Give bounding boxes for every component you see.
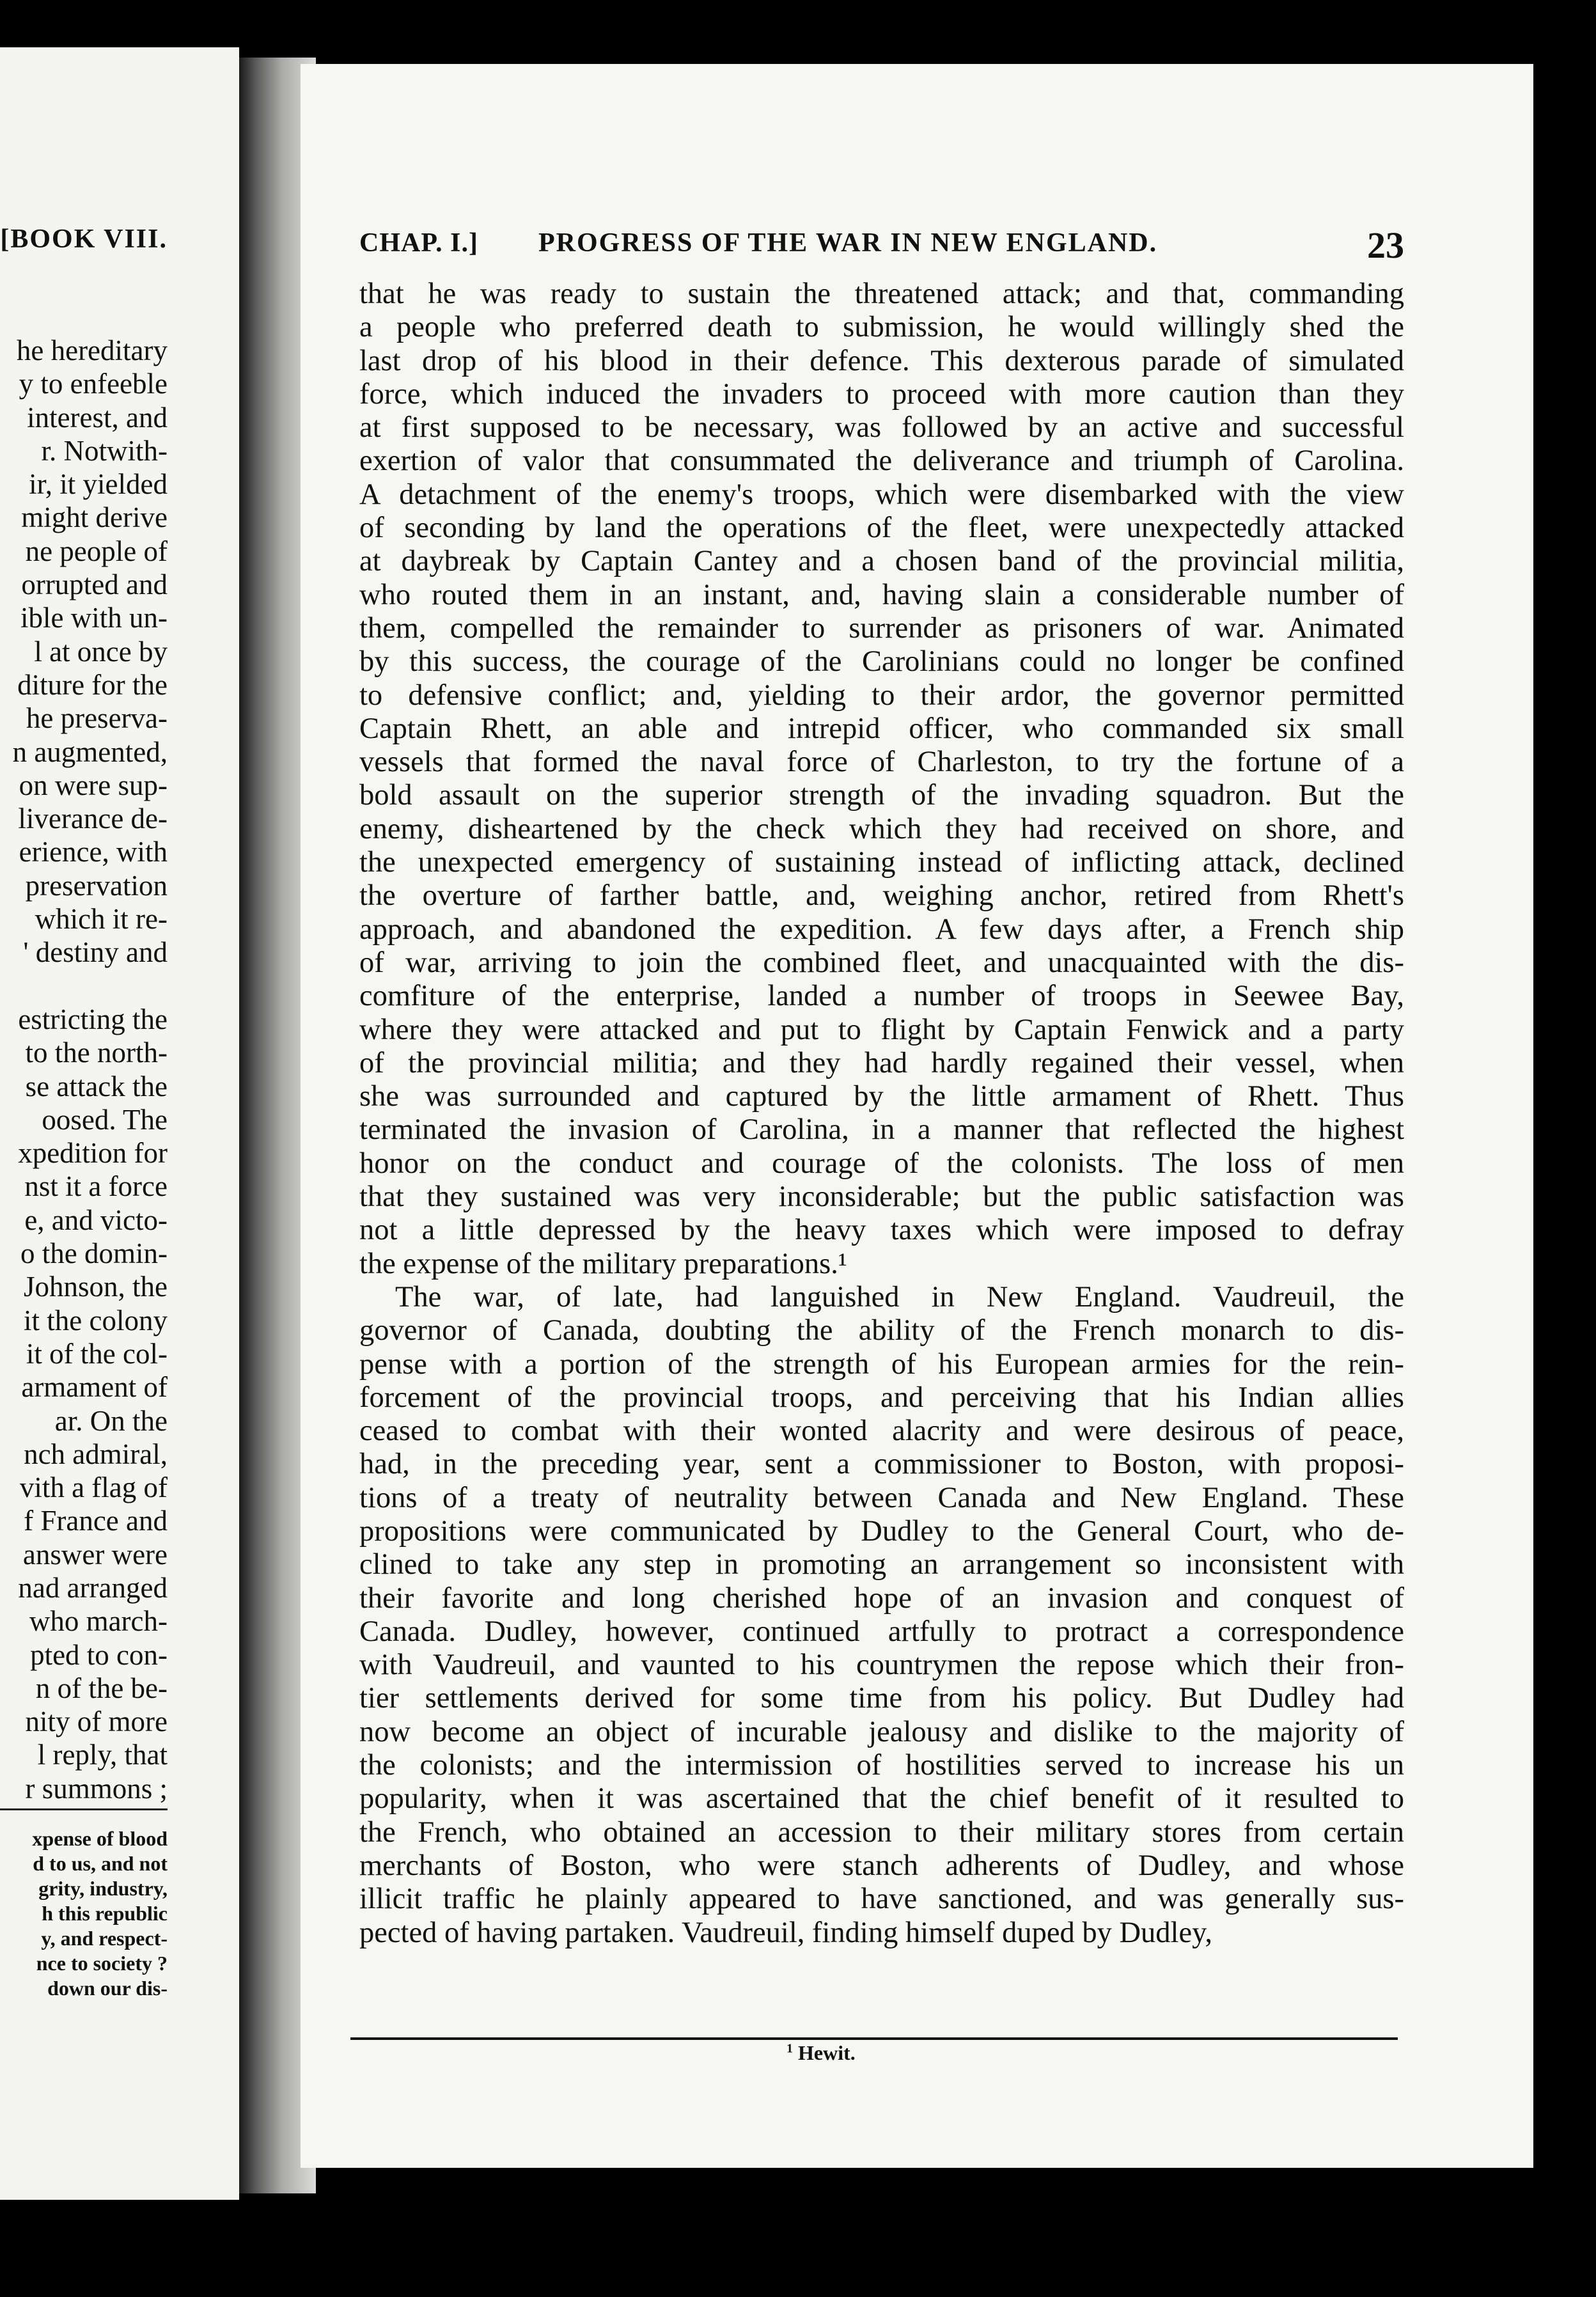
previous-page-line: nch admiral, — [24, 1438, 168, 1470]
text-line: clined to take any step in promoting an arrangement so inconsistent with — [359, 1548, 1404, 1581]
text-line: at daybreak by Captain Cantey and a chosen band of the provincial militia, — [359, 545, 1404, 578]
previous-page-line: estricting the — [18, 1003, 168, 1035]
footnote-text: Hewit. — [798, 2041, 856, 2064]
previous-page-line: he preserva- — [26, 702, 168, 735]
text-line: to defensive conflict; and, yielding to their ardor, the governor permitted — [359, 678, 1404, 712]
previous-page-line: diture for the — [17, 668, 168, 701]
text-line: pense with a portion of the strength of his European armies for the rein- — [359, 1347, 1404, 1381]
text-line: governor of Canada, doubting the ability of the French monarch to dis- — [359, 1314, 1404, 1347]
previous-page-line: ar. On the — [54, 1404, 168, 1437]
previous-page-line: l reply, that — [37, 1739, 168, 1771]
text-line: merchants of Boston, who were stanch adherents of Dudley, and whose — [359, 1849, 1404, 1882]
chapter-label: CHAP. I.] — [359, 228, 478, 258]
text-line: tions of a treaty of neutrality between Canada and New England. These — [359, 1481, 1404, 1514]
text-line: forcement of the provincial troops, and perceiving that his Indian allies — [359, 1381, 1404, 1414]
previous-page-line: o the domin- — [20, 1237, 168, 1270]
previous-page-line: to the north- — [25, 1037, 168, 1069]
previous-page-fragment — [0, 47, 239, 2200]
previous-page-line: xpedition for — [18, 1137, 168, 1170]
text-line: of war, arriving to join the combined fleet, and unacquainted with the dis- — [359, 946, 1404, 979]
text-line: them, compelled the remainder to surrender as prisoners of war. Animated — [359, 611, 1404, 645]
previous-page-line: Johnson, the — [24, 1271, 168, 1303]
previous-page-line: l at once by — [34, 635, 168, 668]
previous-page-line: armament of — [21, 1371, 168, 1404]
text-line: Captain Rhett, an able and intrepid officer, who commanded six small — [359, 712, 1404, 745]
previous-page-line: he hereditary — [16, 334, 168, 366]
previous-page-line: y to enfeeble — [19, 368, 168, 400]
page-title: PROGRESS OF THE WAR IN NEW ENGLAND. — [538, 228, 1158, 258]
text-line: A detachment of the enemy's troops, which were disembarked with the view — [359, 478, 1404, 511]
text-line: comfiture of the enterprise, landed a number of troops in Seewee Bay, — [359, 980, 1404, 1013]
text-line: vessels that formed the naval force of Charleston, to try the fortune of a — [359, 746, 1404, 779]
previous-page-line: who march- — [29, 1605, 168, 1638]
text-line: of seconding by land the operations of the fleet, were unexpectedly attacked — [359, 512, 1404, 545]
previous-page-note-line: nce to society ? — [36, 1952, 168, 1975]
previous-page-line: nad arranged — [18, 1571, 168, 1604]
text-line: Canada. Dudley, however, continued artfully to protract a correspondence — [359, 1615, 1404, 1648]
text-line: The war, of late, had languished in New England. Vaudreuil, the — [395, 1280, 1404, 1313]
text-line: that he was ready to sustain the threatened attack; and that, commanding — [359, 278, 1404, 310]
previous-page-line — [0, 969, 168, 1003]
previous-page-line: e, and victo- — [24, 1203, 168, 1236]
text-line: the overture of farther battle, and, weighing anchor, retired from Rhett's — [359, 879, 1404, 913]
body-text — [359, 278, 1404, 1950]
previous-page-line: r summons ; — [25, 1772, 168, 1805]
text-line: their favorite and long cherished hope of an invasion and conquest of — [359, 1581, 1404, 1615]
previous-page-note-line: down our dis- — [47, 1977, 168, 2000]
previous-page-line: n of the be- — [35, 1672, 168, 1704]
previous-page-line: ible with un- — [20, 602, 168, 634]
text-line: the expense of the military preparations.¹ — [359, 1247, 847, 1280]
previous-page-header: [BOOK VIII. — [0, 224, 168, 254]
footnote-marker: 1 — [786, 2041, 793, 2056]
previous-page-line: which it re- — [35, 903, 168, 936]
previous-page-line: it the colony — [24, 1304, 168, 1337]
text-line: propositions were communicated by Dudley to the General Court, who de- — [359, 1514, 1404, 1548]
text-line: exertion of valor that consummated the deliverance and triumph of Carolina. — [359, 444, 1404, 478]
previous-page-line: pted to con- — [30, 1638, 168, 1671]
text-line: where they were attacked and put to flight by Captain Fenwick and a party — [359, 1013, 1404, 1046]
text-line: popularity, when it was ascertained that the chief benefit of it resulted to — [359, 1782, 1404, 1815]
previous-page-line: n augmented, — [12, 735, 168, 768]
text-line: bold assault on the superior strength of the invading squadron. But the — [359, 779, 1404, 812]
previous-page-text — [0, 334, 168, 1805]
text-line: honor on the conduct and courage of the colonists. The loss of men — [359, 1147, 1404, 1180]
text-line: the unexpected emergency of sustaining instead of inflicting attack, declined — [359, 846, 1404, 879]
previous-page-line: f France and — [24, 1505, 168, 1537]
text-line: at first supposed to be necessary, was followed by an active and successful — [359, 411, 1404, 444]
previous-page-note-line: xpense of blood — [32, 1827, 168, 1850]
previous-page-note-line: h this republic — [42, 1902, 168, 1925]
running-header — [359, 224, 1404, 275]
text-line: the colonists; and the intermission of hostilities served to increase his un — [359, 1749, 1404, 1782]
previous-page-line: se attack the — [25, 1070, 168, 1102]
previous-page-line: it of the col- — [26, 1337, 168, 1370]
previous-page-line: ir, it yielded — [29, 468, 168, 501]
text-line: terminated the invasion of Carolina, in a manner that reflected the highest — [359, 1113, 1404, 1147]
previous-page-footnote-rule — [0, 1808, 168, 1810]
previous-page-line: orrupted and — [21, 568, 168, 601]
text-line: with Vaudreuil, and vaunted to his countrymen the repose which their fron- — [359, 1649, 1404, 1682]
previous-page-line: nity of more — [25, 1705, 168, 1738]
previous-page-note-line: y, and respect- — [41, 1927, 168, 1950]
previous-page-line: on were sup- — [19, 769, 168, 801]
text-line: enemy, disheartened by the check which they had received on shore, and — [359, 812, 1404, 845]
text-line: now become an object of incurable jealousy and dislike to the majority of — [359, 1715, 1404, 1748]
previous-page-line: answer were — [22, 1538, 168, 1571]
previous-page-line: liverance de- — [18, 803, 168, 835]
page-number: 23 — [1367, 224, 1404, 266]
page — [301, 64, 1533, 2168]
text-line: she was surrounded and captured by the little armament of Rhett. Thus — [359, 1080, 1404, 1113]
previous-page-line: ' destiny and — [23, 936, 168, 969]
previous-page-line: ne people of — [25, 535, 168, 567]
text-line: pected of having partaken. Vaudreuil, finding himself duped by Dudley, — [359, 1916, 1212, 1949]
text-line: of the provincial militia; and they had hardly regained their vessel, when — [359, 1046, 1404, 1079]
previous-page-line: preservation — [25, 869, 168, 902]
text-line: force, which induced the invaders to proceed with more caution than they — [359, 377, 1404, 411]
text-line: illicit traffic he plainly appeared to have sanctioned, and was generally sus- — [359, 1883, 1404, 1916]
previous-page-note-line: grity, industry, — [38, 1877, 168, 1900]
previous-page-line: nst it a force — [24, 1170, 168, 1203]
previous-page-line: r. Notwith- — [41, 434, 168, 467]
text-line: last drop of his blood in their defence. This dexterous parade of simulated — [359, 344, 1404, 377]
footnote-rule — [350, 2037, 1398, 2040]
text-line: the French, who obtained an accession to their military stores from certain — [359, 1815, 1404, 1849]
previous-page-line: vith a flag of — [19, 1471, 168, 1504]
text-line: had, in the preceding year, sent a commissioner to Boston, with proposi- — [359, 1448, 1404, 1481]
previous-page-footnotes — [0, 1826, 168, 2001]
text-line: approach, and abandoned the expedition. A few days after, a French ship — [359, 913, 1404, 946]
previous-page-line: erience, with — [19, 836, 168, 868]
text-line: who routed them in an instant, and, having slain a considerable number of — [359, 578, 1404, 611]
text-line: that they sustained was very inconsiderable; but the public satisfaction was — [359, 1180, 1404, 1214]
text-line: by this success, the courage of the Carolinians could no longer be confined — [359, 645, 1404, 678]
previous-page-line: oosed. The — [42, 1103, 168, 1136]
text-line: tier settlements derived for some time from his policy. But Dudley had — [359, 1682, 1404, 1715]
footnote — [786, 2041, 856, 2065]
previous-page-line: interest, and — [27, 401, 168, 434]
previous-page-line: might derive — [21, 501, 168, 534]
text-line: a people who preferred death to submission, he would willingly shed the — [359, 311, 1404, 344]
text-line: not a little depressed by the heavy taxes which were imposed to defray — [359, 1214, 1404, 1247]
previous-page-note-line: d to us, and not — [33, 1852, 168, 1875]
text-line: ceased to combat with their wonted alacrity and were desirous of peace, — [359, 1415, 1404, 1448]
